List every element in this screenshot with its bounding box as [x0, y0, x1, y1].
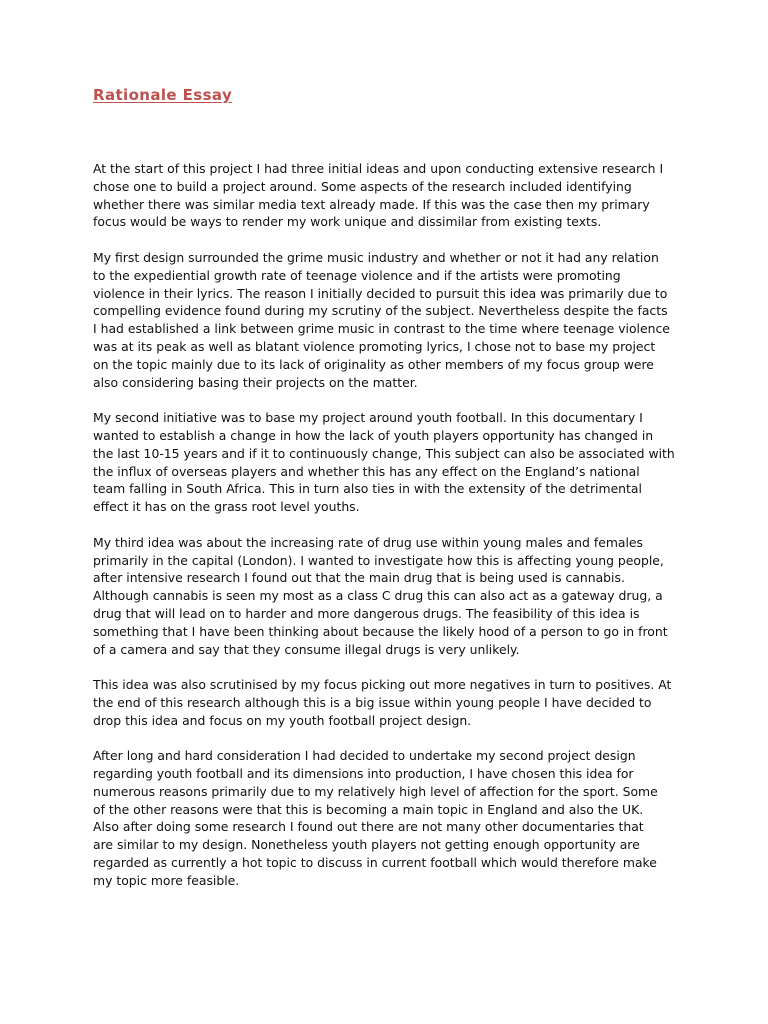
paragraph-third-idea: My third idea was about the increasing rate of drug use within young males and females primarily in the capital (London). I wanted to investigate how this is affecting young people, after intensive research I found out that the main drug that is being used is cannabis. Although cannabis is seen my most as a class C drug this can also act as a gateway drug, a drug that will lead on to harder and more dangerous drugs. The feasibility of this idea is something that I have been thinking about because the likely hood of a person to go in front of a camera and say that they consume illegal drugs is very unlikely.: [93, 534, 668, 657]
document-title: Rationale Essay: [93, 86, 233, 104]
document-body: [93, 160, 683, 907]
paragraph-conclusion: After long and hard consideration I had decided to undertake my second project design regarding youth football and its dimensions into production, I have chosen this idea for numerous reasons primarily due to my relatively high level of affection for the sport. Some of the other reasons were that this is becoming a main topic in England and also the UK. Also after doing some research I found out there are not many other documentaries that are similar to my design. Nonetheless youth players not getting enough opportunity are regarded as currently a hot topic to discuss in current football which would therefore make my topic more feasible.: [93, 748, 658, 888]
paragraph-intro: At the start of this project I had three initial ideas and upon conducting extensive research I chose one to build a project around. Some aspects of the research included identifying whether there was similar media text already made. If this was the case then my primary focus would be ways to render my work unique and dissimilar from existing texts.: [93, 161, 664, 230]
paragraph-second-initiative: My second initiative was to base my project around youth football. In this documentary I wanted to establish a change in how the lack of youth players opportunity has changed in the last 10-15 years and if it to continuously change, This subject can also be associated with the influx of overseas players and whether this has any effect on the England’s national team falling in South Africa. This in turn also ties in with the extensity of the detrimental effect it has on the grass root level youths.: [93, 410, 675, 515]
paragraph-first-design: My first design surrounded the grime music industry and whether or not it had any relation to the expediential growth rate of teenage violence and if the artists were promoting violence in their lyrics. The reason I initially decided to pursuit this idea was primarily due to compelling evidence found during my scrutiny of the subject. Nevertheless despite the facts I had established a link between grime music in contrast to the time where teenage violence was at its peak as well as blatant violence promoting lyrics, I chose not to base my project on the topic mainly due to its lack of originality as other members of my focus group were also considering basing their projects on the matter.: [93, 249, 670, 390]
paragraph-scrutiny: This idea was also scrutinised by my focus picking out more negatives in turn to positives. At the end of this research although this is a big issue within young people I have decided to drop this idea and focus on my youth football project design.: [93, 677, 672, 728]
